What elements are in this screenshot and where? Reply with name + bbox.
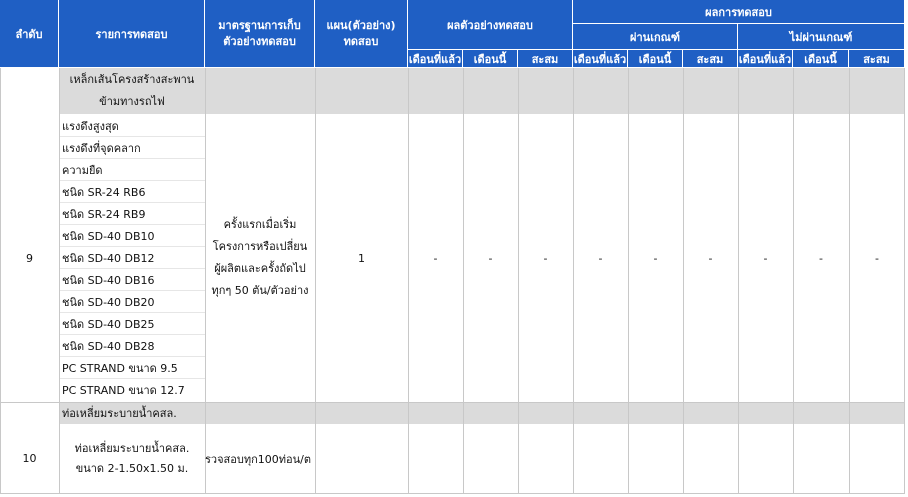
item-divider: [59, 290, 205, 291]
group-10-item-line-2: ขนาด 2-1.50x1.50 ม.: [75, 461, 189, 475]
group-9-standard-line-1: ครั้งแรกเมื่อเริ่ม: [223, 218, 297, 231]
test-item: ชนิด SD-40 DB16: [62, 274, 155, 287]
test-item: ชนิด SD-40 DB25: [62, 318, 155, 331]
header-passed-cumulative: สะสม: [683, 50, 738, 68]
header-passed-last-month: เดือนที่แล้ว: [573, 50, 628, 68]
header-passed-this-month: เดือนนี้: [628, 50, 683, 68]
group-9-plan: 1: [358, 251, 365, 265]
header-plan: [315, 0, 408, 68]
item-divider: [59, 268, 205, 269]
header-failed: ไม่ผ่านเกณฑ์: [738, 24, 905, 50]
test-item: ชนิด SD-40 DB28: [62, 340, 155, 353]
header-sample-last-month: เดือนที่แล้ว: [408, 50, 463, 68]
item-divider: [59, 312, 205, 313]
header-sampling-standard-line-2: ตัวอย่างทดสอบ: [223, 34, 296, 48]
group-10-title: ท่อเหลี่ยมระบายน้ำคสล.: [62, 407, 177, 420]
group-10-seq: 10: [22, 452, 37, 465]
header-sample-results: ผลตัวอย่างทดสอบ: [408, 0, 573, 50]
group-9-standard-line-3: ผู้ผลิตและครั้งถัดไป: [214, 262, 306, 275]
item-divider: [59, 224, 205, 225]
test-item: ชนิด SD-40 DB10: [62, 230, 155, 243]
header-sampling-standard-line-1: มาตรฐานการเก็บ: [218, 18, 301, 32]
test-item: ความยืด: [62, 164, 103, 177]
group-9-title: [59, 68, 205, 114]
item-divider: [59, 356, 205, 357]
header-plan-line-2: ทดสอบ: [343, 34, 379, 48]
test-item: แรงดึงที่จุดคลาก: [62, 142, 141, 155]
group-9-passed-last-month: -: [598, 251, 603, 265]
group-9-standard-line-4: ทุกๆ 50 ตัน/ตัวอย่าง: [211, 284, 309, 297]
test-item: ชนิด SD-40 DB20: [62, 296, 155, 309]
group-9-failed-this-month: -: [819, 251, 823, 265]
group-10-item-line-1: ท่อเหลี่ยมระบายน้ำคสล.: [74, 441, 190, 455]
item-divider: [59, 202, 205, 203]
item-divider: [59, 246, 205, 247]
header-sample-this-month: เดือนนี้: [463, 50, 518, 68]
group-10-item: [59, 424, 205, 493]
group-9-sample-last-month: -: [433, 251, 438, 265]
group-9-failed-cumulative: -: [875, 251, 879, 265]
group-9-passed-cumulative: -: [708, 251, 713, 265]
test-item: PC STRAND ขนาด 9.5: [62, 362, 178, 375]
group-9-standard: [205, 114, 315, 402]
header-passed: ผ่านเกณฑ์: [573, 24, 738, 50]
group-9-title-line-2: ข้ามทางรถไฟ: [99, 95, 165, 108]
test-item: ชนิด SD-40 DB12: [62, 252, 155, 265]
item-divider: [59, 180, 205, 181]
header-test-list: รายการทดสอบ: [59, 0, 205, 68]
group-9-title-line-1: เหล็กเส้นโครงสร้างสะพาน: [69, 73, 195, 86]
group-9-sample-this-month: -: [488, 251, 493, 265]
test-item: แรงดึงสูงสุด: [62, 120, 119, 133]
header-plan-line-1: แผน(ตัวอย่าง): [326, 18, 396, 32]
item-divider: [59, 158, 205, 159]
item-divider: [59, 136, 205, 137]
group-10-standard: รวจสอบทุก100ท่อน/ต: [205, 452, 311, 466]
group-9-failed-last-month: -: [763, 251, 768, 265]
item-divider: [59, 378, 205, 379]
group-9-seq: 9: [26, 251, 33, 265]
header-sampling-standard: [205, 0, 315, 68]
test-item: ชนิด SR-24 RB6: [62, 186, 146, 199]
test-item: ชนิด SR-24 RB9: [62, 208, 146, 221]
header-failed-last-month: เดือนที่แล้ว: [738, 50, 793, 68]
header-seq: ลำดับ: [0, 0, 59, 68]
header-failed-cumulative: สะสม: [849, 50, 905, 68]
header-sample-cumulative: สะสม: [518, 50, 573, 68]
group-9-passed-this-month: -: [653, 251, 658, 265]
header-failed-this-month: เดือนนี้: [793, 50, 849, 68]
item-divider: [59, 334, 205, 335]
group-9-sample-cumulative: -: [543, 251, 548, 265]
grid-row-line: [0, 493, 905, 494]
group-9-standard-line-2: โครงการหรือเปลี่ยน: [212, 240, 308, 253]
header-test-results: ผลการทดสอบ: [573, 0, 905, 24]
test-item: PC STRAND ขนาด 12.7: [62, 384, 185, 397]
